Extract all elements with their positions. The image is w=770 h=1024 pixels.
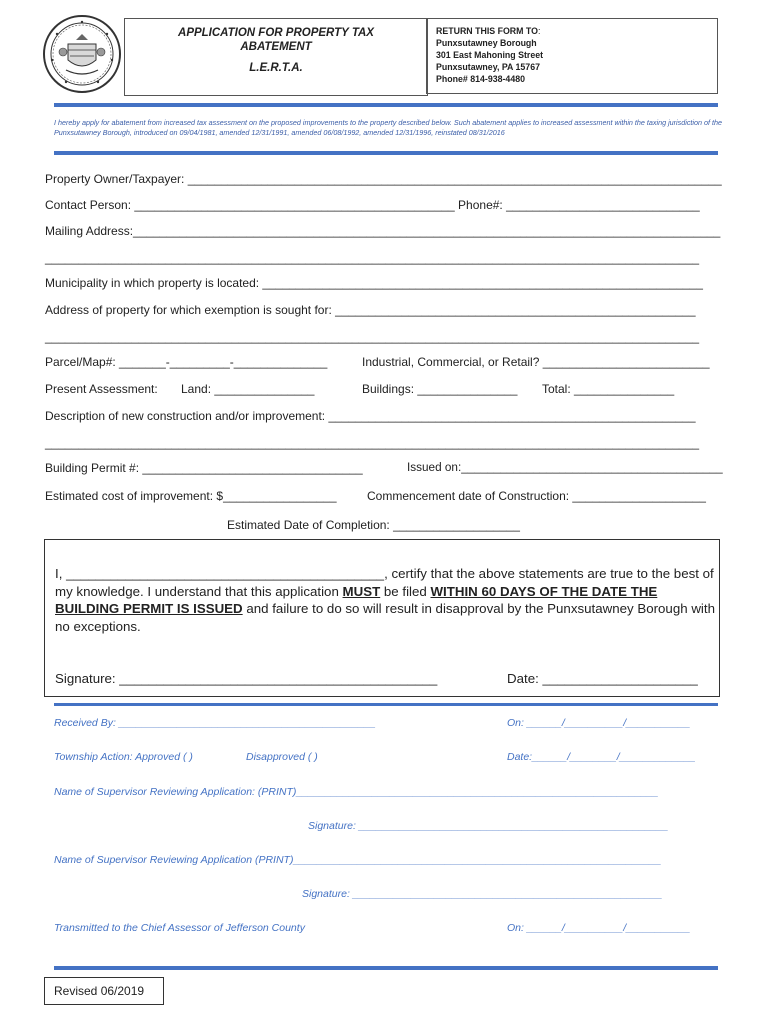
township-action-date-field[interactable]: Date:______/________/_____________ (507, 751, 696, 763)
permit-issued-field[interactable]: Issued on:________________________________________ (407, 461, 723, 474)
mailing-address-line2[interactable]: __________________________________________________________________________________________________ (45, 251, 700, 265)
supervisor-name-field-1[interactable]: Name of Supervisor Reviewing Application: (PRINT)______________________________________________________________ (54, 786, 659, 798)
return-phone: Phone# 814-938-4480 (436, 74, 525, 84)
supervisor-name-field-2[interactable]: Name of Supervisor Reviewing Application (PRINT)_______________________________________________________________ (54, 854, 662, 866)
return-colon: : (537, 26, 541, 36)
divider-bar-top (54, 103, 718, 107)
property-address-line2[interactable]: __________________________________________________________________________________________________ (45, 330, 700, 344)
form-title-line1: APPLICATION FOR PROPERTY TAX (178, 27, 374, 39)
form-title-box (124, 18, 428, 96)
building-permit-field[interactable]: Building Permit #: _________________________________ (45, 461, 363, 475)
must-emphasis: MUST (342, 583, 381, 599)
revision-label: Revised 06/2019 (44, 977, 164, 1005)
commencement-date-field[interactable]: Commencement date of Construction: ____________________ (367, 489, 706, 503)
supervisor-signature-field-2[interactable]: Signature: _____________________________________________________ (302, 888, 663, 900)
divider-bar-office (54, 703, 718, 706)
divider-bar-bottom (54, 966, 718, 970)
return-label: RETURN THIS FORM TO (436, 26, 538, 36)
transmitted-on-field[interactable]: On: ______/__________/___________ (507, 922, 691, 934)
return-address-line3: Punxsutawney, PA 15767 (436, 62, 540, 72)
borough-seal-logo (42, 14, 122, 94)
return-address-line2: 301 East Mahoning Street (436, 50, 544, 60)
certification-text-2: be filed (380, 583, 431, 599)
intro-statement: I hereby apply for abatement from increased tax assessment on the proposed improvements to the property described below. Such abatement applies to increased assessment within the taxing jurisdiction of the Punxsutawney Borough, introduced on 09/04/1981, amended 12/31/1991, amended 06/08/1992, amended 12/31/1996, reinstated 08/31/2016 (54, 118, 723, 137)
received-on-field[interactable]: On: ______/__________/___________ (507, 717, 691, 729)
certification-text-1: I, ___________________________________________, certify that the above statements are true to the best of my knowledge. I understand that this application (55, 566, 714, 599)
township-disapproved-field[interactable]: Disapproved ( ) (246, 751, 318, 763)
total-assessment-field[interactable]: Total: _______________ (542, 382, 675, 396)
divider-bar-intro (54, 151, 718, 155)
description-field[interactable]: Description of new construction and/or improvement: _______________________________________________________ (45, 409, 696, 423)
contact-field[interactable]: Contact Person: ________________________________________________ Phone#: _____________________________ (45, 198, 700, 212)
supervisor-signature-field-1[interactable]: Signature: _____________________________________________________ (308, 820, 669, 832)
property-address-field[interactable]: Address of property for which exemption is sought for: ______________________________________________________ (45, 303, 696, 317)
applicant-signature-field[interactable]: Signature: ___________________________________________ (55, 671, 438, 686)
buildings-assessment-field[interactable]: Buildings: _______________ (362, 382, 518, 396)
property-type-field[interactable]: Industrial, Commercial, or Retail? _________________________ (362, 355, 710, 369)
completion-date-field[interactable]: Estimated Date of Completion: ___________________ (227, 518, 520, 532)
form-subtitle: L.E.R.T.A. (249, 62, 303, 74)
certification-statement (55, 565, 715, 635)
parcel-map-field[interactable]: Parcel/Map#: _______-_________-______________ (45, 355, 328, 369)
mailing-address-field[interactable]: Mailing Address:________________________________________________________________________________________ (45, 224, 721, 238)
description-line2[interactable]: __________________________________________________________________________________________________ (45, 436, 700, 450)
assessment-label: Present Assessment: (45, 382, 158, 396)
received-by-field[interactable]: Received By: ____________________________________________ (54, 717, 376, 729)
transmitted-label: Transmitted to the Chief Assessor of Jefferson County (54, 922, 305, 934)
return-address-line1: Punxsutawney Borough (436, 38, 537, 48)
estimated-cost-field[interactable]: Estimated cost of improvement: $_________________ (45, 489, 337, 503)
municipality-field[interactable]: Municipality in which property is located: __________________________________________________________________ (45, 276, 703, 290)
applicant-date-field[interactable]: Date: _____________________ (507, 671, 698, 686)
certification-text-3: and failure to do so will result in disapproval by the Punxsutawney Borough with no exceptions. (55, 601, 715, 634)
owner-field[interactable]: Property Owner/Taxpayer: ________________________________________________________________________________ (45, 172, 722, 186)
return-address-box (426, 18, 718, 94)
deadline-emphasis: WITHIN 60 DAYS OF THE DATE THE BUILDING PERMIT IS ISSUED (55, 583, 658, 616)
land-assessment-field[interactable]: Land: _______________ (181, 382, 315, 396)
township-approved-field[interactable]: Township Action: Approved ( ) (54, 751, 193, 763)
form-title-line2: ABATEMENT (240, 41, 312, 53)
